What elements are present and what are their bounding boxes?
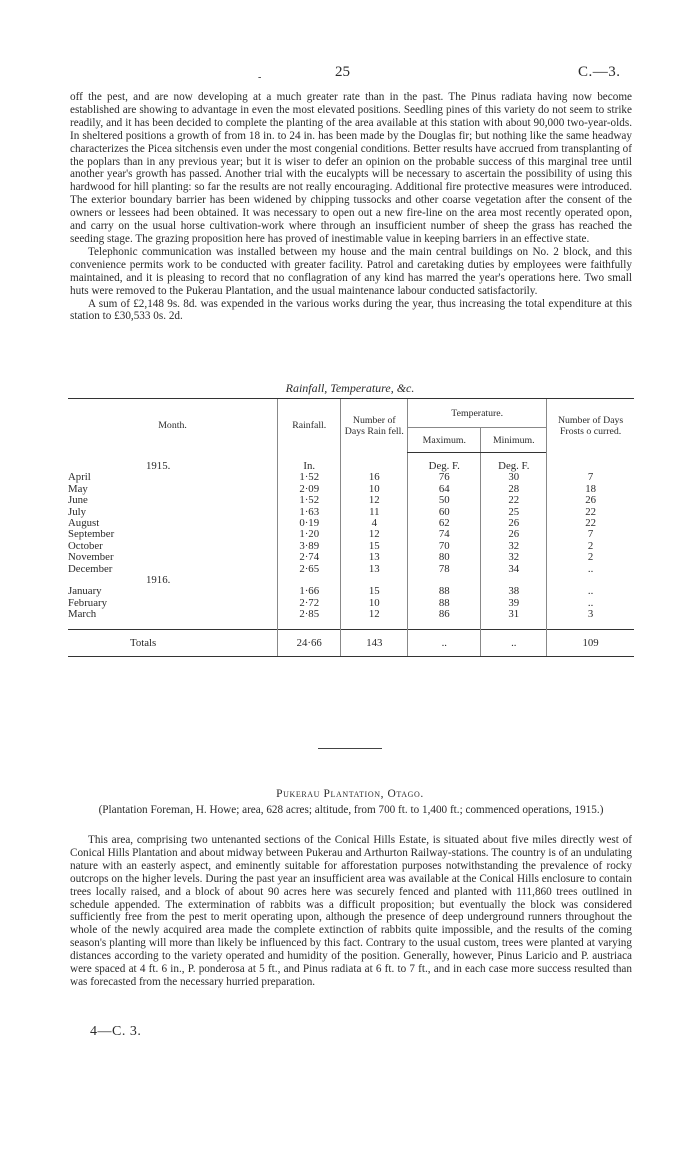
frosts-cell: 2 (547, 541, 634, 552)
table-row (68, 472, 634, 483)
page-signature: 4—C. 3. (90, 1024, 142, 1039)
year-label: 1916. (146, 574, 171, 587)
minimum-cell: 39 (481, 598, 547, 609)
rainfall-cell: 2·65 (278, 564, 341, 575)
minimum-cell: 34 (481, 564, 547, 575)
days-rain-cell: 10 (341, 598, 408, 609)
days-rain-cell: 15 (341, 541, 408, 552)
table-row (68, 552, 634, 563)
totals-label: Totals (68, 629, 278, 656)
rainfall-cell: 1·52 (278, 472, 341, 483)
page-number: 25 (335, 64, 350, 80)
maximum-cell: 76 (408, 472, 481, 483)
header-marker: - (258, 72, 262, 83)
top-paragraphs (70, 91, 632, 323)
table-row (68, 564, 634, 575)
days-rain-cell: 10 (341, 484, 408, 495)
maximum-cell: 62 (408, 518, 481, 529)
unit-rainfall: In. (278, 461, 341, 472)
days-rain-cell: 4 (341, 518, 408, 529)
section-body (70, 834, 632, 989)
maximum-cell: 70 (408, 541, 481, 552)
paragraph-planting: off the pest, and are now developing at a much greater rate than in the past. The Pinus radiata having now become established are showing to advantage in even the most elevated positions. Seedling pines of this variety do not seem to strike readily, and it has been decided to complete the planting of the area available at this station with about 90,000 two-year-olds. In sheltered positions a growth of from 18 in. to 24 in. has been made by the Douglas fir; but nothing like the same headway characterizes the Picea sitchensis even under the most congenial conditions. Better results have accrued from transplanting of the poplars than in any previous year; but it is wiser to defer an opinion on the probable success of this marginal tree until another year's growth has passed. Another trial with the eucalypts will be necessary to ascertain the possibility of using this hardwood for hill planting: so far the results are not really encouraging. Additional fire protective measures were introduced. The exterior boundary barrier has been widened by chipping tussocks and other coarse vegetation after the consent of the owners or lessees had been obtained. It was necessary to open out a new fire-line on the area most recently operated opon, and carry on the usual horse cultivation-work where through an insufficient number of sheep the grass has reached the seeding stage. The grazing proposition here has proved of inestimable value in keeping barriers in an effective state. (70, 91, 632, 245)
header-maximum: Maximum. (408, 428, 481, 453)
days-rain-cell: 15 (341, 586, 408, 597)
document-code: C.—3. (578, 64, 621, 80)
maximum-cell: 80 (408, 552, 481, 563)
days-rain-cell: 12 (341, 609, 408, 620)
month-cell: July (68, 505, 86, 518)
rainfall-cell: 2·74 (278, 552, 341, 563)
frosts-cell: 7 (547, 472, 634, 483)
frosts-cell: .. (547, 586, 634, 597)
year-row-1915 (68, 461, 634, 472)
minimum-cell: 25 (481, 507, 547, 518)
minimum-cell: 32 (481, 541, 547, 552)
table-row (68, 518, 634, 529)
table-row (68, 598, 634, 609)
totals-max: .. (408, 629, 481, 656)
maximum-cell: 86 (408, 609, 481, 620)
totals-rainfall: 24·66 (278, 629, 341, 656)
paragraph-telephone: Telephonic communication was installed between my house and the main central buildings on No. 2 block, and this convenience permits work to be conducted with greater facility. Patrol and caretaking duties by employees were faithfully maintained, and it is pleasing to record that no conflagration of any kind has marred the year's operations here. Two small huts were removed to the Pukerau Plantation, and the usual maintenance labour conducted satisfactorily. (70, 245, 632, 297)
unit-min: Deg. F. (481, 461, 547, 472)
month-cell: September (68, 528, 115, 541)
month-cell: February (68, 596, 107, 609)
table-caption: Rainfall, Temperature, &c. (285, 381, 415, 395)
minimum-cell: 26 (481, 518, 547, 529)
maximum-cell: 50 (408, 495, 481, 506)
rainfall-cell: 1·66 (278, 586, 341, 597)
rainfall-cell: 1·52 (278, 495, 341, 506)
totals-days: 143 (341, 629, 408, 656)
minimum-cell: 38 (481, 586, 547, 597)
month-cell: April (68, 471, 91, 484)
month-cell: June (68, 494, 88, 507)
section-subtitle: (Plantation Foreman, H. Howe; area, 628 acres; altitude, from 700 ft. to 1,400 ft.; commenced operations, 1915.) (98, 804, 604, 816)
paragraph-pukerau: This area, comprising two untenanted sections of the Conical Hills Estate, is situated about five miles directly west of Conical Hills Plantation and about midway between Pukerau and Arthurton Railway-stations. The country is of an undulating nature with an easterly aspect, and eminently suitable for afforestation purposes notwithstanding the prevalence of rocky outcrops on the higher levels. During the past year an insufficient area was available at the Conical Hills enclosure to contain trees locally raised, and a block of about 90 acres here was securely fenced and planted with 111,860 trees outlined in schedule appended. The extermination of rabbits was a difficult proposition; but eventually the block was considered sufficiently free from the pest to merit operating upon, although the presence of deep underground runners throughout the whole of the newly acquired area made the complete extinction of rabbits quite impossible, and the results of the coming season's planting will more than likely be influenced by this fact. Contrary to the usual custom, trees were planted at varying distances according to the variety operated and humidity of the position. Generally, however, Pinus Laricio and P. austriaca were spaced at 4 ft. 6 in., P. ponderosa at 5 ft., and Pinus radiata at 6 ft. to 7 ft., and in each case more success resulted than was forecasted from the necessary hurried preparation. (70, 834, 632, 988)
month-cell: December (68, 562, 113, 575)
days-rain-cell: 12 (341, 495, 408, 506)
minimum-cell: 31 (481, 609, 547, 620)
table-row (68, 586, 634, 597)
minimum-cell: 28 (481, 484, 547, 495)
frosts-cell: 2 (547, 552, 634, 563)
section-divider (318, 748, 382, 749)
year-label: 1915. (146, 460, 171, 472)
days-rain-cell: 13 (341, 552, 408, 563)
rainfall-cell: 2·85 (278, 609, 341, 620)
frosts-cell: .. (547, 598, 634, 609)
rainfall-cell: 2·72 (278, 598, 341, 609)
days-rain-cell: 11 (341, 507, 408, 518)
maximum-cell: 88 (408, 598, 481, 609)
month-cell: January (68, 585, 102, 598)
frosts-cell: 7 (547, 529, 634, 540)
days-rain-cell: 12 (341, 529, 408, 540)
header-rainfall: Rainfall. (278, 399, 341, 453)
header-frosts: Number of Days Frosts o curred. (547, 399, 634, 453)
header-days-rain: Number of Days Rain fell. (341, 399, 408, 453)
minimum-cell: 32 (481, 552, 547, 563)
month-cell: March (68, 608, 97, 621)
maximum-cell: 74 (408, 529, 481, 540)
minimum-cell: 30 (481, 472, 547, 483)
rainfall-cell: 2·09 (278, 484, 341, 495)
days-rain-cell: 13 (341, 564, 408, 575)
table-row (68, 495, 634, 506)
unit-max: Deg. F. (408, 461, 481, 472)
table-row (68, 484, 634, 495)
minimum-cell: 26 (481, 529, 547, 540)
frosts-cell: 3 (547, 609, 634, 620)
frosts-cell: 22 (547, 518, 634, 529)
header-temperature: Temperature. (408, 399, 547, 428)
totals-row (68, 629, 634, 656)
table-row (68, 507, 634, 518)
rainfall-cell: 3·89 (278, 541, 341, 552)
days-rain-cell: 16 (341, 472, 408, 483)
minimum-cell: 22 (481, 495, 547, 506)
header-minimum: Minimum. (481, 428, 547, 453)
frosts-cell: .. (547, 564, 634, 575)
maximum-cell: 78 (408, 564, 481, 575)
table-row (68, 609, 634, 620)
rainfall-cell: 1·20 (278, 529, 341, 540)
month-cell: November (68, 551, 114, 564)
frosts-cell: 26 (547, 495, 634, 506)
totals-min: .. (481, 629, 547, 656)
year-row-1916 (68, 575, 634, 586)
totals-frosts: 109 (547, 629, 634, 656)
maximum-cell: 60 (408, 507, 481, 518)
frosts-cell: 18 (547, 484, 634, 495)
month-cell: August (68, 517, 100, 530)
header-month: Month. (68, 399, 278, 453)
table-row (68, 541, 634, 552)
rainfall-cell: 1·63 (278, 507, 341, 518)
month-cell: October (68, 539, 103, 552)
maximum-cell: 88 (408, 586, 481, 597)
table-row (68, 529, 634, 540)
month-cell: May (68, 482, 88, 495)
paragraph-expenditure: A sum of £2,148 9s. 8d. was expended in the various works during the year, thus increasing the total expenditure at this station to £30,533 0s. 2d. (70, 297, 632, 323)
rainfall-table (68, 398, 634, 657)
table-body (68, 453, 634, 657)
rainfall-cell: 0·19 (278, 518, 341, 529)
frosts-cell: 22 (547, 507, 634, 518)
maximum-cell: 64 (408, 484, 481, 495)
section-title: Pukerau Plantation, Otago. (276, 788, 424, 800)
